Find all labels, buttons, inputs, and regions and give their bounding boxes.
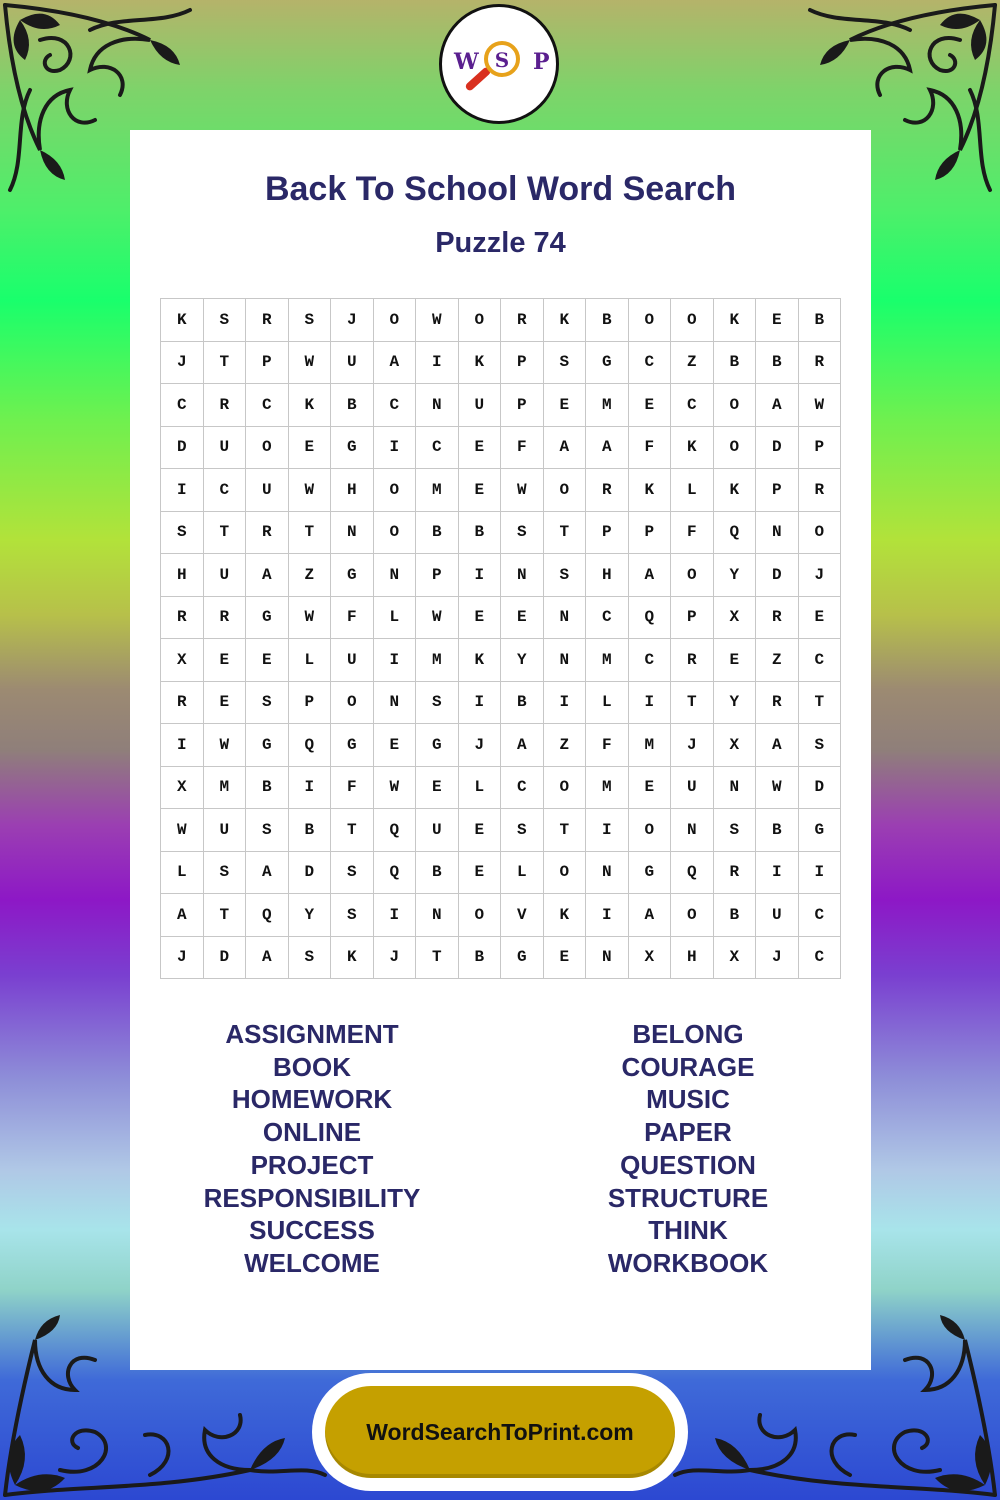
grid-cell[interactable]: S <box>204 852 247 895</box>
grid-cell[interactable]: O <box>671 299 714 342</box>
grid-cell[interactable]: W <box>289 469 332 512</box>
letter-grid <box>160 298 841 979</box>
logo-letter-w: W <box>454 49 479 75</box>
word-item: ASSIGNMENT <box>225 1019 399 1049</box>
grid-cell[interactable]: W <box>374 767 417 810</box>
grid-cell[interactable]: G <box>501 937 544 980</box>
grid-cell[interactable]: P <box>289 682 332 725</box>
grid-cell[interactable]: M <box>586 384 629 427</box>
grid-cell[interactable]: O <box>374 512 417 555</box>
grid-cell[interactable]: U <box>416 809 459 852</box>
grid-cell[interactable]: T <box>544 809 587 852</box>
grid-cell[interactable]: S <box>799 724 842 767</box>
grid-cell[interactable]: A <box>246 852 289 895</box>
grid-cell[interactable]: C <box>799 894 842 937</box>
grid-cell[interactable]: X <box>714 724 757 767</box>
word-item: STRUCTURE <box>607 1182 769 1213</box>
grid-cell[interactable]: J <box>331 299 374 342</box>
grid-cell[interactable]: I <box>586 809 629 852</box>
grid-cell[interactable]: S <box>501 512 544 555</box>
grid-cell[interactable]: C <box>629 342 672 385</box>
grid-cell[interactable]: P <box>756 469 799 512</box>
grid-cell[interactable]: S <box>416 682 459 725</box>
grid-cell[interactable]: C <box>799 937 842 980</box>
grid-cell[interactable]: C <box>204 469 247 512</box>
grid-cell[interactable]: O <box>374 469 417 512</box>
grid-cell[interactable]: Q <box>374 852 417 895</box>
grid-cell[interactable]: K <box>459 342 502 385</box>
grid-cell[interactable]: Z <box>544 724 587 767</box>
grid-cell[interactable]: E <box>459 469 502 512</box>
grid-cell[interactable]: X <box>161 639 204 682</box>
grid-cell[interactable]: S <box>246 682 289 725</box>
grid-cell[interactable]: K <box>671 427 714 470</box>
grid-cell[interactable]: Q <box>374 809 417 852</box>
grid-cell[interactable]: G <box>331 427 374 470</box>
grid-cell[interactable]: E <box>629 384 672 427</box>
grid-cell[interactable]: N <box>544 639 587 682</box>
grid-cell[interactable]: P <box>629 512 672 555</box>
grid-cell[interactable]: W <box>756 767 799 810</box>
grid-cell[interactable]: T <box>204 512 247 555</box>
grid-cell[interactable]: B <box>714 894 757 937</box>
grid-cell[interactable]: B <box>714 342 757 385</box>
grid-cell[interactable]: A <box>629 894 672 937</box>
grid-cell[interactable]: J <box>374 937 417 980</box>
grid-cell[interactable]: O <box>459 299 502 342</box>
grid-cell[interactable]: B <box>799 299 842 342</box>
grid-cell[interactable]: E <box>289 427 332 470</box>
grid-cell[interactable]: I <box>374 427 417 470</box>
grid-cell[interactable]: F <box>331 767 374 810</box>
grid-cell[interactable]: C <box>501 767 544 810</box>
word-item: MUSIC <box>646 1084 730 1115</box>
grid-cell[interactable]: W <box>289 597 332 640</box>
grid-cell[interactable]: Q <box>671 852 714 895</box>
grid-cell[interactable]: N <box>416 894 459 937</box>
grid-cell[interactable]: N <box>586 937 629 980</box>
grid-cell[interactable]: F <box>671 512 714 555</box>
word-item: SUCCESS <box>249 1215 375 1246</box>
grid-cell[interactable]: I <box>586 894 629 937</box>
grid-cell[interactable]: U <box>671 767 714 810</box>
grid-cell[interactable]: B <box>289 809 332 852</box>
grid-cell[interactable]: Q <box>246 894 289 937</box>
grid-cell[interactable]: I <box>416 342 459 385</box>
grid-cell[interactable]: S <box>204 299 247 342</box>
grid-cell[interactable]: G <box>331 554 374 597</box>
word-item: RESPONSIBILITY <box>203 1182 421 1213</box>
grid-cell[interactable]: B <box>756 342 799 385</box>
grid-cell[interactable]: G <box>246 597 289 640</box>
grid-cell[interactable]: B <box>501 682 544 725</box>
grid-cell[interactable]: O <box>671 894 714 937</box>
grid-cell[interactable]: T <box>204 342 247 385</box>
grid-cell[interactable]: G <box>586 342 629 385</box>
grid-cell[interactable]: S <box>246 809 289 852</box>
grid-cell[interactable]: E <box>204 682 247 725</box>
grid-cell[interactable]: H <box>161 554 204 597</box>
grid-cell[interactable]: E <box>714 639 757 682</box>
grid-cell[interactable]: L <box>501 852 544 895</box>
logo-letter-s: S <box>494 48 510 72</box>
grid-cell[interactable]: S <box>501 809 544 852</box>
grid-cell[interactable]: S <box>289 937 332 980</box>
grid-cell[interactable]: N <box>756 512 799 555</box>
magnifier-icon <box>484 41 520 77</box>
grid-cell[interactable]: E <box>629 767 672 810</box>
grid-cell[interactable]: R <box>586 469 629 512</box>
grid-cell[interactable]: D <box>204 937 247 980</box>
grid-cell[interactable]: L <box>671 469 714 512</box>
wsp-logo <box>439 4 559 124</box>
grid-cell[interactable]: K <box>459 639 502 682</box>
grid-cell[interactable]: W <box>501 469 544 512</box>
grid-cell[interactable]: M <box>416 469 459 512</box>
grid-cell[interactable]: K <box>544 299 587 342</box>
grid-cell[interactable]: U <box>204 554 247 597</box>
grid-cell[interactable]: I <box>799 852 842 895</box>
grid-cell[interactable]: E <box>501 597 544 640</box>
grid-cell[interactable]: S <box>161 512 204 555</box>
grid-cell[interactable]: X <box>714 597 757 640</box>
grid-cell[interactable]: E <box>544 937 587 980</box>
word-list-right <box>538 1018 838 1280</box>
grid-cell[interactable]: E <box>756 299 799 342</box>
word-item: PAPER <box>644 1117 732 1148</box>
grid-cell[interactable]: I <box>289 767 332 810</box>
grid-cell[interactable]: P <box>246 342 289 385</box>
grid-cell[interactable]: T <box>799 682 842 725</box>
grid-cell[interactable]: A <box>246 937 289 980</box>
grid-cell[interactable]: N <box>714 767 757 810</box>
grid-cell[interactable]: F <box>629 427 672 470</box>
grid-cell[interactable]: R <box>671 639 714 682</box>
page-title: Back To School Word Search <box>264 170 737 208</box>
word-item: ONLINE <box>262 1117 362 1148</box>
grid-cell[interactable]: T <box>544 512 587 555</box>
grid-cell[interactable]: T <box>331 809 374 852</box>
word-item: BELONG <box>632 1019 744 1049</box>
grid-cell[interactable]: U <box>459 384 502 427</box>
grid-cell[interactable]: U <box>204 809 247 852</box>
grid-cell[interactable]: N <box>586 852 629 895</box>
grid-cell[interactable]: S <box>331 852 374 895</box>
word-item: COURAGE <box>621 1051 755 1082</box>
grid-cell[interactable]: C <box>586 597 629 640</box>
grid-cell[interactable]: J <box>459 724 502 767</box>
grid-cell[interactable]: R <box>714 852 757 895</box>
grid-cell[interactable]: K <box>714 299 757 342</box>
grid-cell[interactable]: B <box>416 852 459 895</box>
grid-cell[interactable]: U <box>331 342 374 385</box>
grid-cell[interactable]: E <box>459 597 502 640</box>
grid-cell[interactable]: Z <box>756 639 799 682</box>
word-item: QUESTION <box>620 1149 756 1180</box>
grid-cell[interactable]: S <box>331 894 374 937</box>
grid-cell[interactable]: M <box>629 724 672 767</box>
grid-cell[interactable]: E <box>246 639 289 682</box>
grid-cell[interactable]: K <box>289 384 332 427</box>
grid-cell[interactable]: B <box>586 299 629 342</box>
grid-cell[interactable]: H <box>586 554 629 597</box>
grid-cell[interactable]: S <box>544 554 587 597</box>
grid-cell[interactable]: R <box>204 597 247 640</box>
grid-cell[interactable]: I <box>544 682 587 725</box>
grid-cell[interactable]: W <box>416 299 459 342</box>
grid-cell[interactable]: G <box>331 724 374 767</box>
grid-cell[interactable]: H <box>331 469 374 512</box>
grid-cell[interactable]: G <box>246 724 289 767</box>
grid-cell[interactable]: R <box>204 384 247 427</box>
grid-cell[interactable]: F <box>501 427 544 470</box>
grid-cell[interactable]: N <box>501 554 544 597</box>
puzzle-number: Puzzle 74 <box>435 227 566 259</box>
grid-cell[interactable]: E <box>799 597 842 640</box>
logo-letter-p: P <box>533 49 550 75</box>
grid-cell[interactable]: R <box>501 299 544 342</box>
grid-cell[interactable]: O <box>629 299 672 342</box>
grid-cell[interactable]: B <box>459 937 502 980</box>
grid-cell[interactable]: E <box>459 427 502 470</box>
grid-cell[interactable]: J <box>161 937 204 980</box>
word-item: THINK <box>648 1215 728 1246</box>
grid-cell[interactable]: A <box>756 384 799 427</box>
grid-cell[interactable]: O <box>374 299 417 342</box>
grid-cell[interactable]: G <box>799 809 842 852</box>
grid-cell[interactable]: O <box>671 554 714 597</box>
grid-cell[interactable]: R <box>246 299 289 342</box>
grid-cell[interactable]: A <box>374 342 417 385</box>
grid-cell[interactable]: A <box>161 894 204 937</box>
word-item: HOMEWORK <box>231 1084 393 1115</box>
grid-cell[interactable]: P <box>501 342 544 385</box>
grid-cell[interactable]: D <box>756 554 799 597</box>
grid-cell[interactable]: L <box>374 597 417 640</box>
grid-cell[interactable]: B <box>331 384 374 427</box>
grid-cell[interactable]: Q <box>714 512 757 555</box>
grid-cell[interactable]: W <box>161 809 204 852</box>
grid-cell[interactable]: K <box>629 469 672 512</box>
grid-cell[interactable]: R <box>756 682 799 725</box>
grid-cell[interactable]: E <box>459 809 502 852</box>
grid-cell[interactable]: C <box>671 384 714 427</box>
grid-cell[interactable]: U <box>246 469 289 512</box>
grid-cell[interactable]: R <box>161 682 204 725</box>
grid-cell[interactable]: U <box>756 894 799 937</box>
grid-cell[interactable]: O <box>544 469 587 512</box>
grid-cell[interactable]: J <box>756 937 799 980</box>
word-item: BOOK <box>273 1051 351 1082</box>
grid-cell[interactable]: N <box>671 809 714 852</box>
grid-cell[interactable]: C <box>161 384 204 427</box>
grid-cell[interactable]: O <box>629 809 672 852</box>
grid-cell[interactable]: T <box>289 512 332 555</box>
grid-cell[interactable]: I <box>459 554 502 597</box>
grid-cell[interactable]: N <box>544 597 587 640</box>
grid-cell[interactable]: E <box>204 639 247 682</box>
grid-cell[interactable]: R <box>161 597 204 640</box>
grid-cell[interactable]: C <box>374 384 417 427</box>
grid-cell[interactable]: H <box>671 937 714 980</box>
grid-cell[interactable]: B <box>246 767 289 810</box>
grid-cell[interactable]: Z <box>289 554 332 597</box>
grid-cell[interactable]: Y <box>289 894 332 937</box>
grid-cell[interactable]: M <box>586 767 629 810</box>
grid-cell[interactable]: K <box>161 299 204 342</box>
grid-cell[interactable]: F <box>331 597 374 640</box>
grid-cell[interactable]: B <box>756 809 799 852</box>
grid-cell[interactable]: E <box>374 724 417 767</box>
grid-cell[interactable]: A <box>501 724 544 767</box>
grid-cell[interactable]: A <box>544 427 587 470</box>
grid-cell[interactable]: T <box>671 682 714 725</box>
grid-cell[interactable]: P <box>416 554 459 597</box>
grid-cell[interactable]: I <box>161 469 204 512</box>
grid-cell[interactable]: X <box>161 767 204 810</box>
grid-cell[interactable]: O <box>544 767 587 810</box>
grid-cell[interactable]: I <box>459 682 502 725</box>
word-item: WELCOME <box>244 1247 380 1278</box>
grid-cell[interactable]: U <box>204 427 247 470</box>
grid-cell[interactable]: W <box>289 342 332 385</box>
footer-banner[interactable] <box>325 1386 675 1478</box>
grid-cell[interactable]: P <box>501 384 544 427</box>
grid-cell[interactable]: W <box>416 597 459 640</box>
grid-cell[interactable]: Z <box>671 342 714 385</box>
grid-cell[interactable]: Q <box>289 724 332 767</box>
grid-cell[interactable]: X <box>714 937 757 980</box>
grid-cell[interactable]: P <box>586 512 629 555</box>
grid-cell[interactable]: A <box>246 554 289 597</box>
grid-cell[interactable]: C <box>246 384 289 427</box>
grid-cell[interactable]: E <box>416 767 459 810</box>
site-link[interactable]: WordSearchToPrint.com <box>366 1418 634 1445</box>
grid-cell[interactable]: D <box>289 852 332 895</box>
grid-cell[interactable]: I <box>161 724 204 767</box>
grid-cell[interactable]: S <box>289 299 332 342</box>
grid-cell[interactable]: M <box>416 639 459 682</box>
grid-cell[interactable]: M <box>586 639 629 682</box>
grid-cell[interactable]: L <box>289 639 332 682</box>
grid-cell[interactable]: W <box>799 384 842 427</box>
grid-cell[interactable]: I <box>374 894 417 937</box>
grid-cell[interactable]: O <box>714 384 757 427</box>
grid-cell[interactable]: I <box>756 852 799 895</box>
grid-cell[interactable]: R <box>756 597 799 640</box>
grid-cell[interactable]: C <box>416 427 459 470</box>
grid-cell[interactable]: J <box>671 724 714 767</box>
word-item: WORKBOOK <box>607 1247 769 1278</box>
grid-cell[interactable]: P <box>799 427 842 470</box>
grid-cell[interactable]: E <box>459 852 502 895</box>
puzzle-card <box>130 130 871 1370</box>
grid-cell[interactable]: K <box>714 469 757 512</box>
grid-cell[interactable]: N <box>374 554 417 597</box>
grid-cell[interactable]: Q <box>629 597 672 640</box>
grid-cell[interactable]: P <box>671 597 714 640</box>
grid-cell[interactable]: L <box>459 767 502 810</box>
grid-cell[interactable]: R <box>246 512 289 555</box>
grid-cell[interactable]: T <box>416 937 459 980</box>
grid-cell[interactable]: G <box>416 724 459 767</box>
grid-cell[interactable]: G <box>629 852 672 895</box>
grid-cell[interactable]: L <box>586 682 629 725</box>
grid-cell[interactable]: B <box>416 512 459 555</box>
grid-cell[interactable]: C <box>799 639 842 682</box>
grid-cell[interactable]: D <box>161 427 204 470</box>
grid-cell[interactable]: A <box>629 554 672 597</box>
grid-cell[interactable]: I <box>374 639 417 682</box>
grid-cell[interactable]: U <box>331 639 374 682</box>
grid-cell[interactable]: O <box>331 682 374 725</box>
grid-cell[interactable]: K <box>331 937 374 980</box>
grid-cell[interactable]: Y <box>714 682 757 725</box>
grid-cell[interactable]: F <box>586 724 629 767</box>
grid-cell[interactable]: M <box>204 767 247 810</box>
grid-cell[interactable]: W <box>204 724 247 767</box>
grid-cell[interactable]: Y <box>714 554 757 597</box>
grid-cell[interactable]: N <box>374 682 417 725</box>
grid-cell[interactable]: E <box>544 384 587 427</box>
grid-cell[interactable]: L <box>161 852 204 895</box>
grid-cell[interactable]: D <box>756 427 799 470</box>
grid-cell[interactable]: N <box>416 384 459 427</box>
grid-cell[interactable]: O <box>714 427 757 470</box>
grid-cell[interactable]: Y <box>501 639 544 682</box>
grid-cell[interactable]: O <box>544 852 587 895</box>
grid-cell[interactable]: S <box>714 809 757 852</box>
grid-cell[interactable]: O <box>799 512 842 555</box>
word-list-left <box>162 1018 462 1280</box>
grid-cell[interactable]: D <box>799 767 842 810</box>
grid-cell[interactable]: J <box>799 554 842 597</box>
grid-cell[interactable]: X <box>629 937 672 980</box>
grid-cell[interactable]: A <box>756 724 799 767</box>
grid-cell[interactable]: N <box>331 512 374 555</box>
grid-cell[interactable]: R <box>799 342 842 385</box>
grid-cell[interactable]: O <box>459 894 502 937</box>
grid-cell[interactable]: R <box>799 469 842 512</box>
grid-cell[interactable]: O <box>246 427 289 470</box>
word-item: PROJECT <box>250 1149 374 1180</box>
grid-cell[interactable]: J <box>161 342 204 385</box>
grid-cell[interactable]: C <box>629 639 672 682</box>
grid-cell[interactable]: B <box>459 512 502 555</box>
grid-cell[interactable]: A <box>586 427 629 470</box>
grid-cell[interactable]: K <box>544 894 587 937</box>
grid-cell[interactable]: T <box>204 894 247 937</box>
grid-cell[interactable]: S <box>544 342 587 385</box>
grid-cell[interactable]: V <box>501 894 544 937</box>
grid-cell[interactable]: I <box>629 682 672 725</box>
